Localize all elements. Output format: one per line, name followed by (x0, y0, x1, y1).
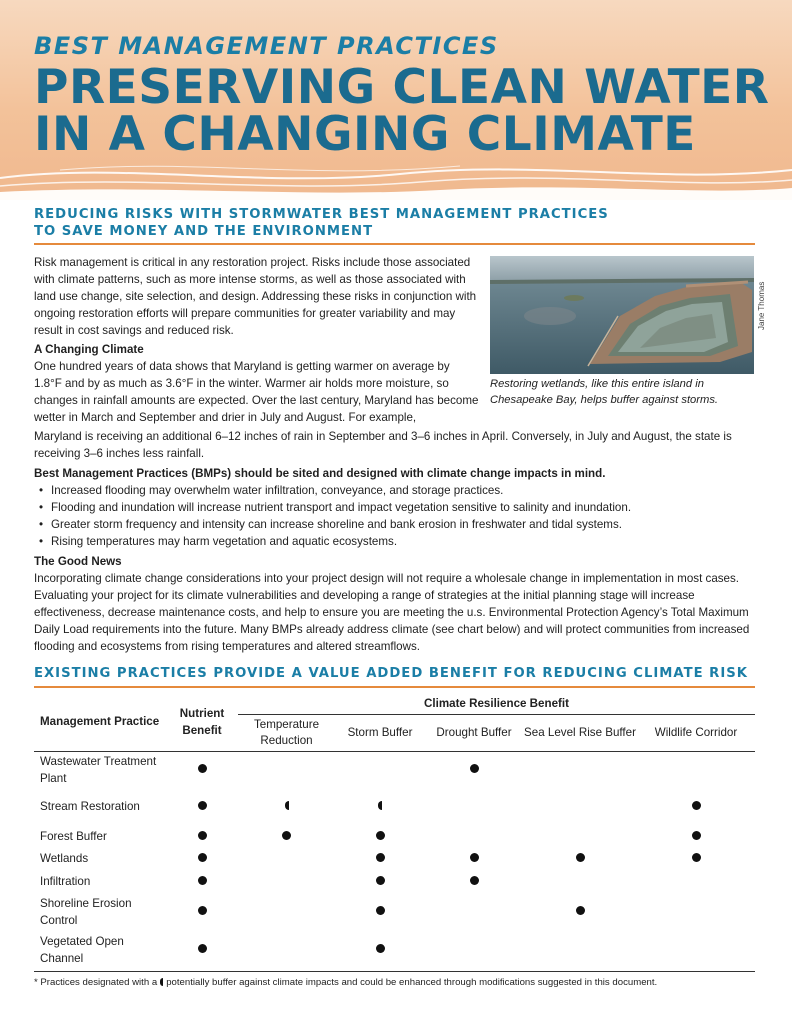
half-circle-icon (285, 801, 289, 810)
practice-name: Stream Restoration (40, 800, 140, 813)
practice-name: Forest Buffer (40, 830, 107, 843)
list-item: • Flooding and inundation will increase nutrient transport and impact vegetation sensitive to salinity and inundation. (34, 499, 756, 516)
table-row (34, 752, 755, 788)
benefit-cell (335, 788, 425, 826)
page-title (34, 60, 770, 162)
benefit-cell (523, 893, 637, 931)
benefit-cell (637, 931, 755, 969)
table-header-row-1 (34, 692, 755, 715)
title-line-1: PRESERVING CLEAN WATER (34, 60, 770, 115)
benefit-cell (335, 870, 425, 893)
footnote-text-before: * Practices designated with a (34, 977, 158, 988)
benefit-cell (637, 788, 755, 826)
changing-climate-heading: A Changing Climate (34, 343, 144, 356)
aerial-island-image (490, 256, 754, 374)
header-kicker: BEST MANAGEMENT PRACTICES (34, 32, 499, 60)
subhead-line-1: REDUCING RISKS WITH STORMWATER BEST MANAGEMENT PRACTICES (34, 207, 609, 222)
benefit-cell (523, 931, 637, 969)
full-circle-icon (470, 764, 479, 773)
table-row (34, 931, 755, 969)
benefit-cell (637, 893, 755, 931)
changing-climate-text-a: One hundred years of data shows that Maryland is getting warmer on average by 1.8°F and by as much as 3.6°F in the winter. Warmer air holds more moisture, so changes in rainfall amounts are expected. Over the last century, Maryland has become wetter in March and September and drier in July and August. For example, (34, 360, 479, 424)
benefit-cell (166, 848, 238, 870)
full-circle-icon (692, 801, 701, 810)
col-header-nutrient: Nutrient Benefit (166, 692, 238, 752)
table-divider (34, 686, 755, 688)
practice-name: Vegetated Open Channel (40, 934, 124, 965)
benefit-cell (425, 893, 523, 931)
benefit-cell (637, 826, 755, 848)
benefit-cell (166, 826, 238, 848)
benefit-cell (335, 893, 425, 931)
benefit-cell (238, 788, 335, 826)
benefit-cell (238, 893, 335, 931)
good-news-heading: The Good News (34, 555, 122, 568)
table-row (34, 848, 755, 870)
photo-caption: Restoring wetlands, like this entire island in Chesapeake Bay, helps buffer against storms. (490, 378, 719, 406)
benefit-cell (166, 893, 238, 931)
col-header-drought-buffer: Drought Buffer (425, 715, 523, 752)
benefit-cell (238, 752, 335, 788)
good-news-text: Incorporating climate change considerations into your project design will not require a wholesale change in implementation in most cases. Evaluating your project for its climate vulnerabilities and developing a range of strategies at the initial planning stage will increase effectiveness, decrease maintenance costs, and help to ensure you are meeting the u.s. Environmental Protection Agency’s Total Maximum Daily Load requirements into the future. Many BMPs already address climate (see chart below) and will protect communities from increased flooding and ecosystems from rising temperatures and altered streamflows. (34, 572, 750, 653)
photo-credit: Jane Thomas (757, 281, 766, 330)
table-body (34, 752, 755, 969)
list-item: • Greater storm frequency and intensity can increase shoreline and bank erosion in freshwater and tidal systems. (34, 516, 756, 533)
wetland-island-photo (490, 256, 754, 374)
bmp-bullet-list (34, 482, 756, 550)
benefit-cell (335, 752, 425, 788)
full-circle-icon (470, 853, 479, 862)
table-row (34, 826, 755, 848)
benefit-cell (637, 848, 755, 870)
full-circle-icon (198, 801, 207, 810)
table-bottom-rule (34, 971, 755, 972)
benefit-cell (335, 848, 425, 870)
full-circle-icon (198, 764, 207, 773)
benefit-cell (238, 931, 335, 969)
benefit-cell (425, 931, 523, 969)
benefit-cell (637, 752, 755, 788)
benefit-cell (238, 848, 335, 870)
benefit-cell (523, 826, 637, 848)
footnote (34, 977, 657, 988)
subhead-divider (34, 243, 755, 245)
benefit-cell (637, 870, 755, 893)
bmp-benefit-table (34, 692, 755, 969)
full-circle-icon (576, 906, 585, 915)
benefit-cell (523, 752, 637, 788)
title-line-2: IN A CHANGING CLIMATE (34, 107, 696, 162)
table-row (34, 870, 755, 893)
subhead-line-2: TO SAVE MONEY AND THE ENVIRONMENT (34, 224, 374, 239)
benefit-cell (523, 788, 637, 826)
benefit-cell (166, 870, 238, 893)
table-row (34, 893, 755, 931)
half-circle-icon (160, 978, 163, 986)
list-item: • Increased flooding may overwhelm water infiltration, conveyance, and storage practices. (34, 482, 756, 499)
benefit-cell (523, 848, 637, 870)
col-header-storm-buffer: Storm Buffer (335, 715, 425, 752)
benefit-cell (238, 826, 335, 848)
full-circle-icon (198, 876, 207, 885)
full-circle-icon (470, 876, 479, 885)
full-circle-icon (692, 831, 701, 840)
practice-name: Infiltration (40, 874, 91, 888)
full-circle-icon (376, 944, 385, 953)
col-header-sea-level: Sea Level Rise Buffer (523, 715, 637, 752)
benefit-cell (166, 788, 238, 826)
full-circle-icon (198, 853, 207, 862)
main-body (34, 428, 756, 655)
col-header-temperature: Temperature Reduction (238, 715, 335, 752)
col-header-wildlife: Wildlife Corridor (637, 715, 755, 752)
col-header-practice: Management Practice (34, 692, 166, 752)
benefit-cell (523, 870, 637, 893)
full-circle-icon (376, 853, 385, 862)
practice-name: Shoreline Erosion Control (40, 896, 132, 927)
full-circle-icon (692, 853, 701, 862)
benefit-cell (425, 870, 523, 893)
practice-name: Wastewater Treatment Plant (40, 754, 157, 785)
full-circle-icon (576, 853, 585, 862)
benefit-cell (425, 752, 523, 788)
intro-block (34, 254, 480, 426)
changing-climate-text-b: Maryland is receiving an additional 6–12 inches of rain in September and 3–6 inches in April. Conversely, in July and August, the state is receiving 3–6 inches less rainfall. (34, 430, 732, 460)
bmp-heading: Best Management Practices (BMPs) should be sited and designed with climate change impacts in mind. (34, 467, 606, 480)
benefit-cell (425, 826, 523, 848)
list-item: • Rising temperatures may harm vegetation and aquatic ecosystems. (34, 533, 756, 550)
benefit-cell (425, 788, 523, 826)
benefit-cell (335, 826, 425, 848)
full-circle-icon (376, 876, 385, 885)
section-subhead (34, 206, 754, 240)
full-circle-icon (198, 906, 207, 915)
full-circle-icon (198, 944, 207, 953)
footnote-text-after: potentially buffer against climate impacts and could be enhanced through modifications suggested in this document. (166, 977, 658, 988)
benefit-cell (238, 870, 335, 893)
half-circle-icon (378, 801, 382, 810)
intro-paragraph: Risk management is critical in any restoration project. Risks include those associated with climate patterns, such as more intense storms, as well as those associated with land use change, site selection, and design. Addressing these risks in conjunction with ongoing restoration efforts will prepare communities for greater variability and may result in cost savings and reduced risk. (34, 256, 477, 337)
table-section-heading: EXISTING PRACTICES PROVIDE A VALUE ADDED BENEFIT FOR REDUCING CLIMATE RISK (34, 666, 748, 681)
full-circle-icon (282, 831, 291, 840)
benefit-cell (166, 931, 238, 969)
table-row (34, 788, 755, 826)
benefit-cell (335, 931, 425, 969)
practice-name: Wetlands (40, 852, 89, 865)
full-circle-icon (376, 906, 385, 915)
col-group-climate-resilience: Climate Resilience Benefit (238, 692, 755, 715)
full-circle-icon (376, 831, 385, 840)
full-circle-icon (198, 831, 207, 840)
benefit-cell (425, 848, 523, 870)
benefit-cell (166, 752, 238, 788)
page-header (0, 0, 792, 200)
